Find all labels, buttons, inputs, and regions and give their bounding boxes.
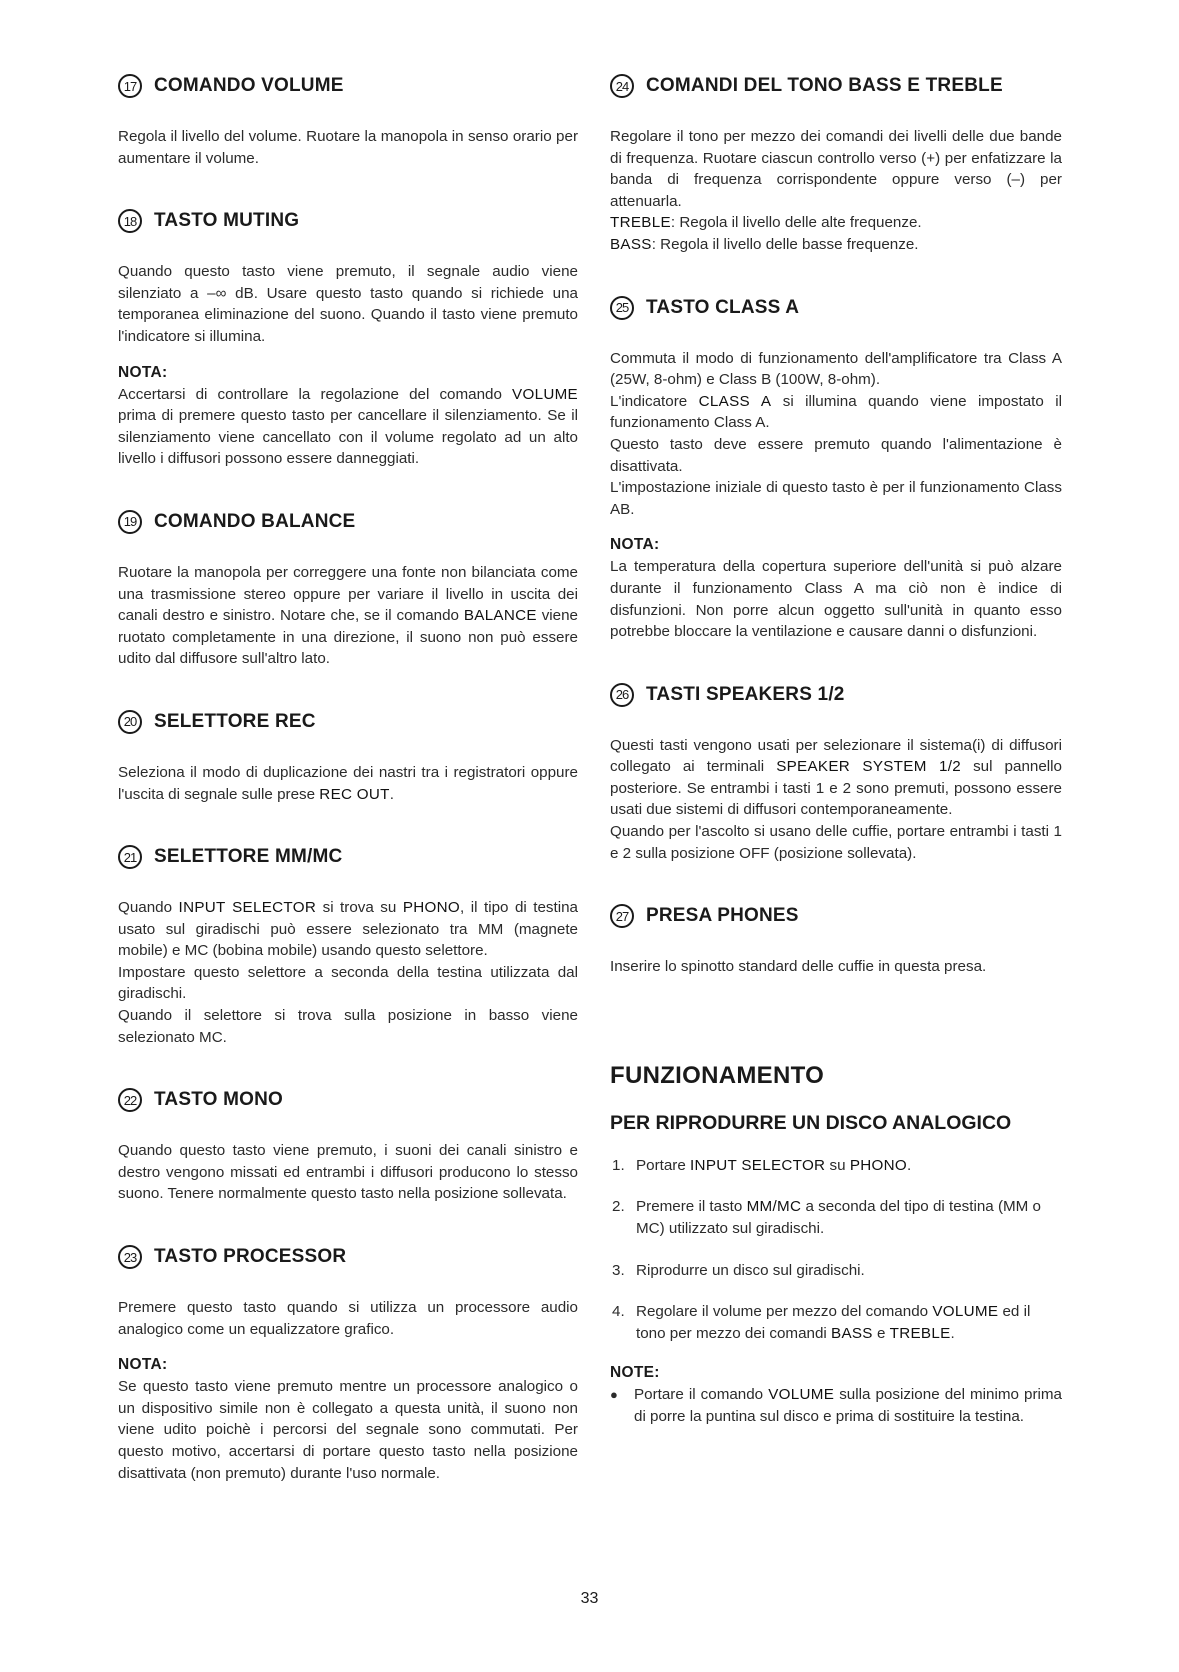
step-item	[610, 1155, 1062, 1177]
paragraph: Impostare questo selettore a seconda della testina utilizzata dal giradischi.	[118, 963, 578, 1003]
section-text: Quando questo tasto viene premuto, il segnale audio viene silenziato a –∞ dB. Usare questo tasto quando si richiede una temporanea eliminazione del suono. Quando il tasto viene premuto l'indicatore si illumina.	[118, 263, 578, 345]
step-text: Riprodurre un disco sul giradischi.	[636, 1261, 865, 1279]
section-number-badge: 22	[118, 1088, 142, 1112]
keyword: BALANCE	[463, 607, 537, 625]
paragraph	[610, 234, 1062, 256]
paragraph: Commuta il modo di funzionamento dell'amplificatore tra Class A (25W, 8-ohm) e Class B (100W, 8-ohm).	[610, 349, 1062, 389]
nota-keyword: VOLUME	[512, 385, 578, 403]
nota-text	[118, 384, 578, 470]
left-column	[118, 74, 578, 1484]
step-item	[610, 1260, 1062, 1282]
steps-list	[610, 1155, 1062, 1345]
section-25	[610, 296, 1062, 643]
section-heading	[118, 209, 578, 233]
section-number-badge: 23	[118, 1245, 142, 1269]
section-number-badge: 21	[118, 845, 142, 869]
section-number-badge: 17	[118, 74, 142, 98]
text-part: a seconda del tipo di testina (MM o MC) utilizzato sul giradischi.	[636, 1198, 1041, 1238]
keyword: VOLUME	[768, 1386, 835, 1404]
operation-subtitle: PER RIPRODURRE UN DISCO ANALOGICO	[610, 1111, 1012, 1134]
section-heading	[610, 904, 1062, 928]
keyword: CLASS A	[698, 392, 772, 410]
keyword: BASS	[610, 235, 652, 253]
section-number-badge: 24	[610, 74, 634, 98]
step-number: 1.	[612, 1156, 625, 1174]
text-part: si trova su	[316, 899, 403, 917]
section-19	[118, 510, 578, 670]
step-number: 4.	[612, 1303, 625, 1321]
paragraph: Regolare il tono per mezzo dei comandi dei livelli delle due bande di frequenza. Ruotare ciascun controllo verso (+) per enfatizzare la banda di frequenza corrispondente oppure verso (–) per attenuarla.	[610, 128, 1062, 210]
section-text: Quando questo tasto viene premuto, i suoni dei canali sinistro e destro vengono missati ed entrambi i diffusori producono lo stesso suono. Tenere normalmente questo tasto nella posizione sollevata.	[118, 1142, 578, 1203]
section-title: COMANDI DEL TONO BASS E TREBLE	[646, 75, 1003, 96]
keyword: REC OUT	[319, 785, 390, 803]
text-part: .	[389, 785, 394, 803]
notes-list	[610, 1384, 1062, 1427]
section-text: Regola il livello del volume. Ruotare la manopola in senso orario per aumentare il volume.	[118, 128, 578, 167]
text-part: Portare	[636, 1156, 691, 1174]
section-text	[610, 735, 1062, 865]
text-part: .	[907, 1156, 912, 1174]
nota-text: La temperatura della copertura superiore dell'unità si può alzare durante il funzionamento Class A ma ciò non è indice di disfunzioni. Non porre alcun oggetto sull'unità in quanto esso potrebbe bloccare la ventilazione e causare danni o disfunzioni.	[610, 558, 1062, 641]
section-number-badge: 19	[118, 510, 142, 534]
section-26	[610, 683, 1062, 865]
section-title: TASTO PROCESSOR	[154, 1246, 347, 1268]
text-part: e	[872, 1324, 890, 1342]
text-part: Regolare il volume per mezzo del comando	[636, 1303, 933, 1321]
paragraph	[610, 212, 1062, 234]
text-part: Premere il tasto	[636, 1198, 747, 1216]
keyword: SPEAKER SYSTEM 1/2	[776, 758, 962, 776]
operation-title: FUNZIONAMENTO	[610, 1061, 825, 1089]
funzionamento-section	[610, 1062, 1062, 1428]
section-18	[118, 209, 578, 470]
section-title: TASTO MONO	[154, 1089, 284, 1111]
nota-label: NOTA:	[118, 1356, 168, 1374]
paragraph: Questo tasto deve essere premuto quando l'alimentazione è disattivata.	[610, 435, 1062, 475]
nota-text-part: prima di premere questo tasto per cancellare il silenziamento. Se il silenziamento viene cancellato con il volume regolato ad un alto livello i diffusori possono essere danneggiati.	[118, 407, 578, 468]
section-text	[118, 562, 578, 670]
step-text	[636, 1301, 1062, 1344]
section-24	[610, 74, 1062, 256]
section-number-badge: 20	[118, 710, 142, 734]
section-number-badge: 27	[610, 904, 634, 928]
keyword: PHONO	[849, 1156, 908, 1174]
text-part: Questi tasti vengono usati per selezionare il sistema(i) di diffusori collegato ai terminali	[610, 736, 1062, 776]
paragraph	[118, 897, 578, 962]
keyword: INPUT SELECTOR	[690, 1156, 826, 1174]
text-part: su	[825, 1156, 850, 1174]
text-part: Quando	[118, 899, 179, 917]
text-part: viene ruotato completamente in una direzione, il suono non può essere udito dal diffusore sull'altro lato.	[118, 607, 578, 668]
note-text	[634, 1384, 1062, 1427]
page-number: 33	[580, 1590, 599, 1607]
nota-text: Se questo tasto viene premuto mentre un processore analogico o un dispositivo simile non è collegato a questa unità, il suono non viene udito poichè i percorsi del segnale sono commutati. Per questo motivo, accertarsi di portare questo tasto nella posizione disattivata (non premuto) durante l'uso normale.	[118, 1378, 578, 1482]
section-27	[610, 904, 1062, 978]
section-heading	[118, 1245, 578, 1269]
section-title: TASTO CLASS A	[646, 296, 800, 318]
section-title: SELETTORE REC	[154, 710, 316, 732]
text-part: : Regola il livello delle alte frequenze.	[670, 214, 922, 232]
section-heading	[118, 510, 578, 534]
section-title: COMANDO VOLUME	[154, 75, 344, 96]
section-title: PRESA PHONES	[646, 905, 799, 927]
note-label: NOTE:	[610, 1364, 660, 1382]
section-text: Inserire lo spinotto standard delle cuffie in questa presa.	[610, 958, 987, 976]
text-part: Seleziona il modo di duplicazione dei nastri tra i registratori oppure l'uscita di segnale sulle prese	[118, 763, 578, 803]
text-part: .	[950, 1324, 955, 1342]
section-number-badge: 25	[610, 296, 634, 320]
section-heading	[118, 710, 578, 734]
section-20	[118, 710, 578, 805]
text-part: L'indicatore	[610, 392, 699, 410]
keyword: BASS	[831, 1324, 873, 1342]
section-heading	[118, 1088, 578, 1112]
paragraph	[610, 391, 1062, 434]
step-item	[610, 1301, 1062, 1344]
section-text	[118, 762, 578, 805]
section-23	[118, 1245, 578, 1484]
section-text	[610, 348, 1062, 521]
nota-label: NOTA:	[118, 363, 168, 381]
note-item	[610, 1384, 1062, 1427]
section-17	[118, 74, 578, 169]
paragraph: L'impostazione iniziale di questo tasto è per il funzionamento Class AB.	[610, 479, 1062, 518]
section-text	[610, 126, 1062, 256]
section-22	[118, 1088, 578, 1205]
section-title: COMANDO BALANCE	[154, 510, 356, 532]
section-title: TASTO MUTING	[154, 210, 300, 232]
section-heading	[118, 74, 578, 98]
step-text	[636, 1196, 1062, 1239]
section-text	[118, 897, 578, 1048]
keyword: VOLUME	[932, 1303, 999, 1321]
text-part: sul pannello posteriore. Se entrambi i tasti 1 e 2 sono premuti, possono essere usati due sistemi di diffusori contemporaneamente.	[610, 758, 1062, 819]
section-text: Premere questo tasto quando si utilizza un processore audio analogico come un equalizzatore grafico.	[118, 1299, 578, 1338]
nota-text-part: Accertarsi di controllare la regolazione del comando	[118, 385, 513, 403]
section-title: SELETTORE MM/MC	[154, 846, 343, 868]
section-title: TASTI SPEAKERS 1/2	[646, 683, 845, 705]
section-heading	[610, 74, 1062, 98]
text-part: : Regola il livello delle basse frequenze.	[651, 235, 919, 253]
keyword: TREBLE	[610, 214, 671, 232]
step-item	[610, 1196, 1062, 1239]
paragraph	[610, 735, 1062, 821]
section-number-badge: 26	[610, 683, 634, 707]
text-part: si illumina quando viene impostato il funzionamento Class A.	[610, 392, 1062, 432]
nota-label: NOTA:	[610, 536, 660, 554]
right-column	[610, 74, 1062, 1428]
text-part: Ruotare la manopola per correggere una fonte non bilanciata come una trasmissione stereo oppure per variare il livello in uscita dei canali destro e sinistro. Notare che, se il comando	[118, 563, 578, 625]
text-part: Portare il comando	[634, 1386, 769, 1404]
keyword: PHONO	[402, 899, 461, 917]
text-part: , il tipo di testina usato sul giradischi può essere selezionato tra MM (magnete mobile) e MC (bobina mobile) usando questo selettore.	[118, 899, 578, 960]
step-number: 3.	[612, 1261, 625, 1279]
paragraph: Quando il selettore si trova sulla posizione in basso viene selezionato MC.	[118, 1007, 578, 1046]
keyword: TREBLE	[889, 1324, 951, 1342]
keyword: INPUT SELECTOR	[178, 899, 317, 917]
keyword: MM/MC	[746, 1198, 802, 1216]
paragraph: Quando per l'ascolto si usano delle cuffie, portare entrambi i tasti 1 e 2 sulla posizione OFF (posizione sollevata).	[610, 823, 1062, 862]
text-part: sulla posizione del minimo prima di porre la puntina sul disco e prima di sostituire la testina.	[634, 1386, 1062, 1425]
bullet-icon: ●	[610, 1387, 618, 1403]
section-21	[118, 845, 578, 1048]
section-number-badge: 18	[118, 209, 142, 233]
text-part: ed il tono per mezzo dei comandi	[636, 1303, 1031, 1342]
step-text	[636, 1155, 1062, 1177]
section-heading	[610, 683, 1062, 707]
step-number: 2.	[612, 1198, 625, 1216]
section-heading	[118, 845, 578, 869]
section-heading	[610, 296, 1062, 320]
